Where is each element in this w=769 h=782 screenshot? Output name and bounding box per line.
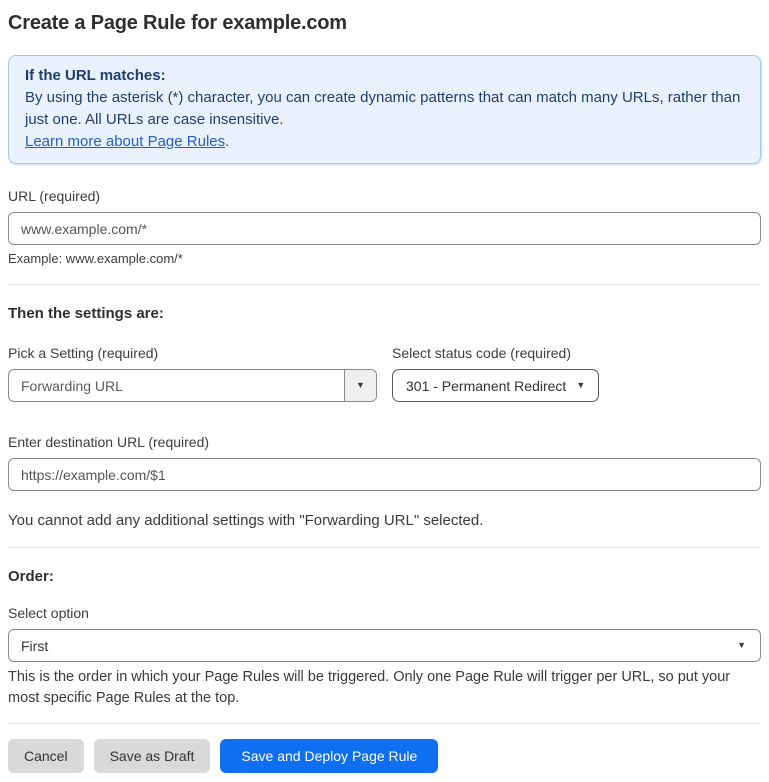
pick-setting-label: Pick a Setting (required) bbox=[8, 345, 159, 361]
destination-url-label: Enter destination URL (required) bbox=[8, 434, 210, 450]
order-select[interactable] bbox=[8, 629, 761, 662]
save-and-deploy-button[interactable]: Save and Deploy Page Rule bbox=[220, 739, 438, 773]
info-box-link-line bbox=[25, 131, 744, 153]
status-code-select[interactable] bbox=[392, 369, 599, 402]
url-example-text: Example: www.example.com/* bbox=[8, 251, 183, 266]
chevron-down-icon: ▼ bbox=[737, 640, 746, 650]
status-code-label: Select status code (required) bbox=[392, 345, 571, 361]
settings-section-heading: Then the settings are: bbox=[8, 305, 164, 322]
link-suffix: . bbox=[225, 133, 230, 150]
destination-url-block bbox=[8, 434, 761, 491]
learn-more-link[interactable]: Learn more about Page Rules bbox=[25, 133, 226, 150]
divider bbox=[8, 723, 761, 724]
url-match-info-box bbox=[8, 55, 761, 164]
divider bbox=[8, 284, 761, 285]
pick-setting-dropdown-button[interactable] bbox=[344, 370, 376, 401]
order-section-heading: Order: bbox=[8, 568, 54, 585]
action-buttons bbox=[8, 739, 761, 773]
page-title: Create a Page Rule for example.com bbox=[8, 12, 347, 34]
settings-row bbox=[8, 345, 761, 402]
save-as-draft-button[interactable]: Save as Draft bbox=[94, 739, 211, 773]
pick-setting-column bbox=[8, 345, 377, 402]
divider bbox=[8, 547, 761, 548]
chevron-down-icon: ▼ bbox=[576, 380, 586, 390]
url-input[interactable] bbox=[8, 212, 761, 245]
order-select-value: First bbox=[21, 637, 49, 654]
cancel-button[interactable]: Cancel bbox=[8, 739, 84, 773]
order-help-text: This is the order in which your Page Rules will be triggered. Only one Page Rule will trigger per URL, so put your most specific Page Rules at the top. bbox=[8, 669, 731, 706]
pick-setting-value: Forwarding URL bbox=[21, 377, 123, 394]
forwarding-url-note: You cannot add any additional settings with "Forwarding URL" selected. bbox=[8, 512, 484, 529]
info-box-heading: If the URL matches: bbox=[25, 67, 166, 84]
url-label: URL (required) bbox=[8, 188, 101, 204]
pick-setting-select[interactable] bbox=[8, 369, 377, 402]
status-code-column bbox=[392, 345, 599, 402]
status-code-value: 301 - Permanent Redirect bbox=[406, 377, 567, 394]
info-box-body: By using the asterisk (*) character, you can create dynamic patterns that can match many URLs, rather than just one. All URLs are case insensitive. bbox=[25, 89, 741, 128]
destination-url-input[interactable] bbox=[8, 458, 761, 491]
order-select-label: Select option bbox=[8, 605, 89, 621]
chevron-down-icon: ▼ bbox=[356, 380, 365, 390]
